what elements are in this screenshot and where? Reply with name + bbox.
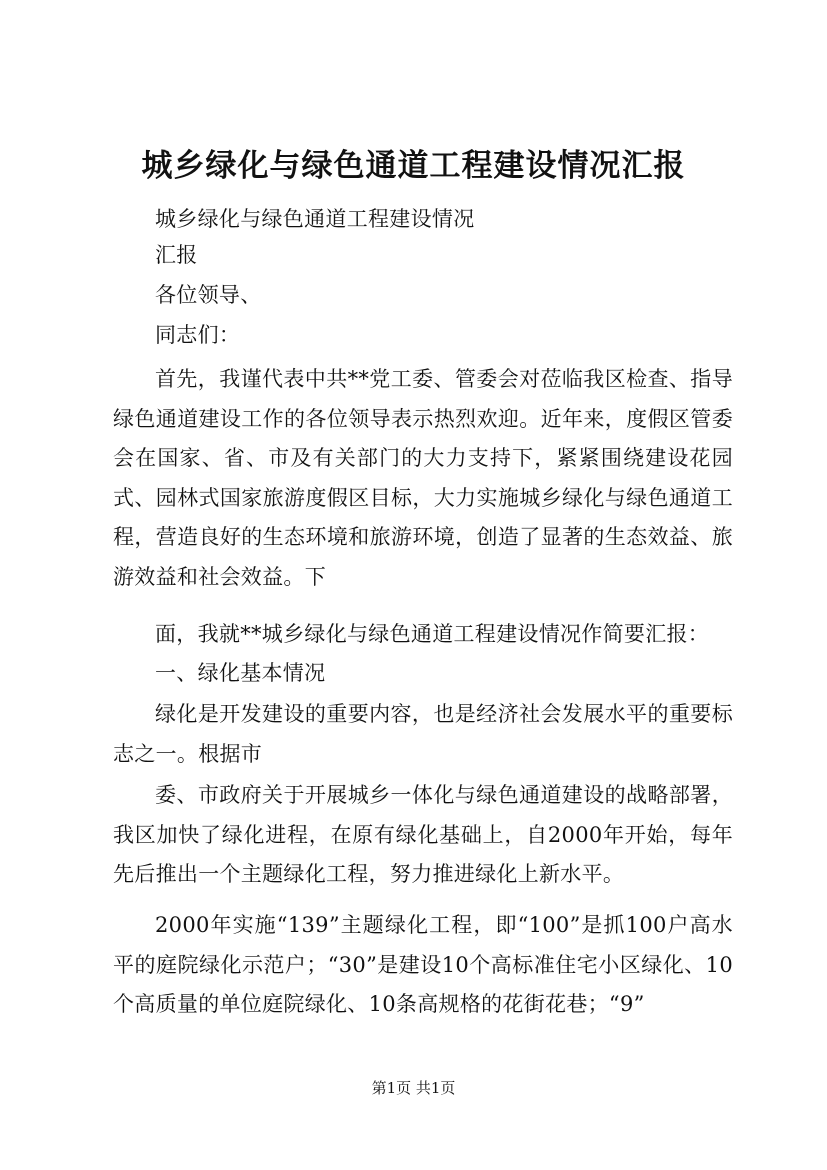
paragraph-2000-project: 2000年实施“139”主题绿化工程，即“100”是抓100户高水平的庭院绿化示范户；“30”是建设10个高标准住宅小区绿化、10个高质量的单位庭院绿化、10条高规格的花街花巷；“9” [113, 913, 733, 1016]
document-title: 城乡绿化与绿色通道工程建设情况汇报 [141, 148, 686, 184]
paragraph-subtitle: 城乡绿化与绿色通道工程建设情况 [155, 207, 475, 231]
paragraph-brief-report: 面，我就**城乡绿化与绿色通道工程建设情况作简要汇报： [155, 622, 710, 646]
paragraph-opening: 首先，我谨代表中共**党工委、管委会对莅临我区检查、指导绿色通道建设工作的各位领导表示热烈欢迎。近年来，度假区管委会在国家、省、市及有关部门的大力支持下，紧紧围绕建设花园式、园林式国家旅游度假区目标，大力实施城乡绿化与绿色通道工程，营造良好的生态环境和旅游环境，创造了显著的生态效益、旅游效益和社会效益。下 [113, 367, 733, 589]
page-footer: 第1页 共1页 [371, 1079, 456, 1097]
paragraph-salutation-comrades: 同志们： [155, 323, 241, 347]
paragraph-greening-importance: 绿化是开发建设的重要内容，也是经济社会发展水平的重要标志之一。根据市 [113, 702, 733, 766]
paragraph-strategy: 委、市政府关于开展城乡一体化与绿色通道建设的战略部署，我区加快了绿化进程，在原有绿化基础上，自2000年开始，每年先后推出一个主题绿化工程，努力推进绿化上新水平。 [113, 783, 733, 886]
paragraph-report: 汇报 [155, 243, 198, 267]
paragraph-salutation-leaders: 各位领导、 [155, 283, 262, 307]
section-heading: 一、绿化基本情况 [155, 661, 326, 685]
